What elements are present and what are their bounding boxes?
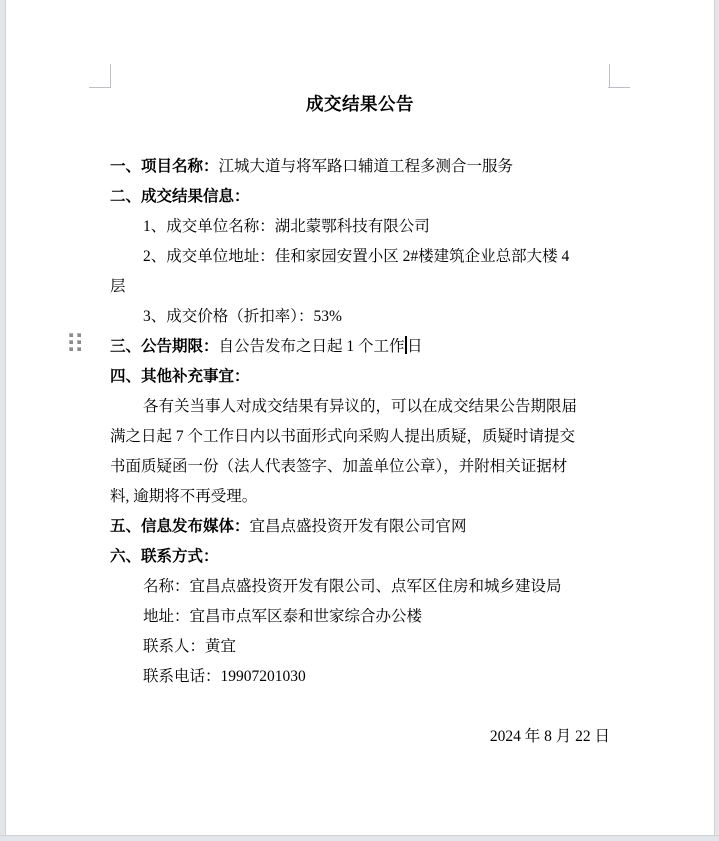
line-price[interactable] xyxy=(110,302,610,332)
section-label[interactable]: 五、信息发布媒体： xyxy=(110,518,250,535)
blank-line[interactable] xyxy=(110,692,610,722)
line-contact-person[interactable] xyxy=(110,632,610,662)
paragraph-drag-handle-icon[interactable] xyxy=(69,333,81,351)
page-edge-right xyxy=(714,0,719,841)
contact-text[interactable]: 地址：宜昌市点军区泰和世家综合办公楼 xyxy=(143,608,423,625)
section-label[interactable]: 六、联系方式： xyxy=(110,548,219,565)
section-text[interactable]: 宜昌点盛投资开发有限公司官网 xyxy=(249,518,467,535)
page-edge-left xyxy=(0,0,6,841)
contact-text[interactable]: 名称：宜昌点盛投资开发有限公司、点军区住房和城乡建设局 xyxy=(143,578,562,595)
list-item-text[interactable]: 3、成交价格（折扣率）：53% xyxy=(143,308,342,325)
line-contact-heading[interactable] xyxy=(110,542,610,572)
section-text[interactable]: 自公告发布之日起 1 个工作 xyxy=(218,338,405,355)
section-label[interactable]: 二、成交结果信息： xyxy=(110,188,250,205)
line-objection-para-4[interactable] xyxy=(110,482,610,512)
line-publish-media[interactable] xyxy=(110,512,610,542)
contact-text[interactable]: 联系电话：19907201030 xyxy=(143,668,306,685)
line-objection-para-1[interactable] xyxy=(110,392,610,422)
paragraph-text[interactable]: 书面质疑函一份（法人代表签字、加盖单位公章），并附相关证据材 xyxy=(110,458,568,475)
line-other-matters-heading[interactable] xyxy=(110,362,610,392)
page-edge-bottom xyxy=(0,835,719,841)
date-text[interactable]: 2024 年 8 月 22 日 xyxy=(489,728,610,745)
line-contact-address[interactable] xyxy=(110,602,610,632)
section-label[interactable]: 一、项目名称： xyxy=(110,158,219,175)
wrapped-text[interactable]: 层 xyxy=(110,278,126,295)
paragraph-text[interactable]: 料, 逾期将不再受理。 xyxy=(110,488,258,505)
paragraph-text[interactable]: 满之日起 7 个工作日内以书面形式向采购人提出质疑，质疑时请提交 xyxy=(110,428,576,445)
section-text-tail[interactable]: 日 xyxy=(407,338,423,355)
margin-crop-mark-top-right xyxy=(608,87,630,88)
line-objection-para-2[interactable] xyxy=(110,422,610,452)
line-winner-address[interactable] xyxy=(110,242,610,272)
line-announcement-period[interactable] xyxy=(110,332,610,362)
margin-crop-mark-top-left xyxy=(110,64,111,88)
paragraph-text[interactable]: 各有关当事人对成交结果有异议的，可以在成交结果公告期限届 xyxy=(143,398,578,415)
section-label[interactable]: 四、其他补充事宜： xyxy=(110,368,250,385)
margin-crop-mark-top-right xyxy=(609,64,610,88)
list-item-text[interactable]: 2、成交单位地址：佳和家园安置小区 2#楼建筑企业总部大楼 4 xyxy=(143,248,570,265)
list-item-text[interactable]: 1、成交单位名称：湖北蒙鄂科技有限公司 xyxy=(143,218,430,235)
line-winner-name[interactable] xyxy=(110,212,610,242)
document-body[interactable] xyxy=(110,152,610,752)
line-winner-address-wrap[interactable] xyxy=(110,272,610,302)
line-contact-phone[interactable] xyxy=(110,662,610,692)
line-date[interactable] xyxy=(110,722,610,752)
line-contact-org[interactable] xyxy=(110,572,610,602)
section-text[interactable]: 江城大道与将军路口辅道工程多测合一服务 xyxy=(218,158,514,175)
line-objection-para-3[interactable] xyxy=(110,452,610,482)
line-project-name[interactable] xyxy=(110,152,610,182)
section-label[interactable]: 三、公告期限： xyxy=(110,338,219,355)
document-title[interactable]: 成交结果公告 xyxy=(306,94,414,114)
margin-crop-mark-top-left xyxy=(89,87,111,88)
line-result-info-heading[interactable] xyxy=(110,182,610,212)
contact-text[interactable]: 联系人：黄宜 xyxy=(143,638,237,655)
